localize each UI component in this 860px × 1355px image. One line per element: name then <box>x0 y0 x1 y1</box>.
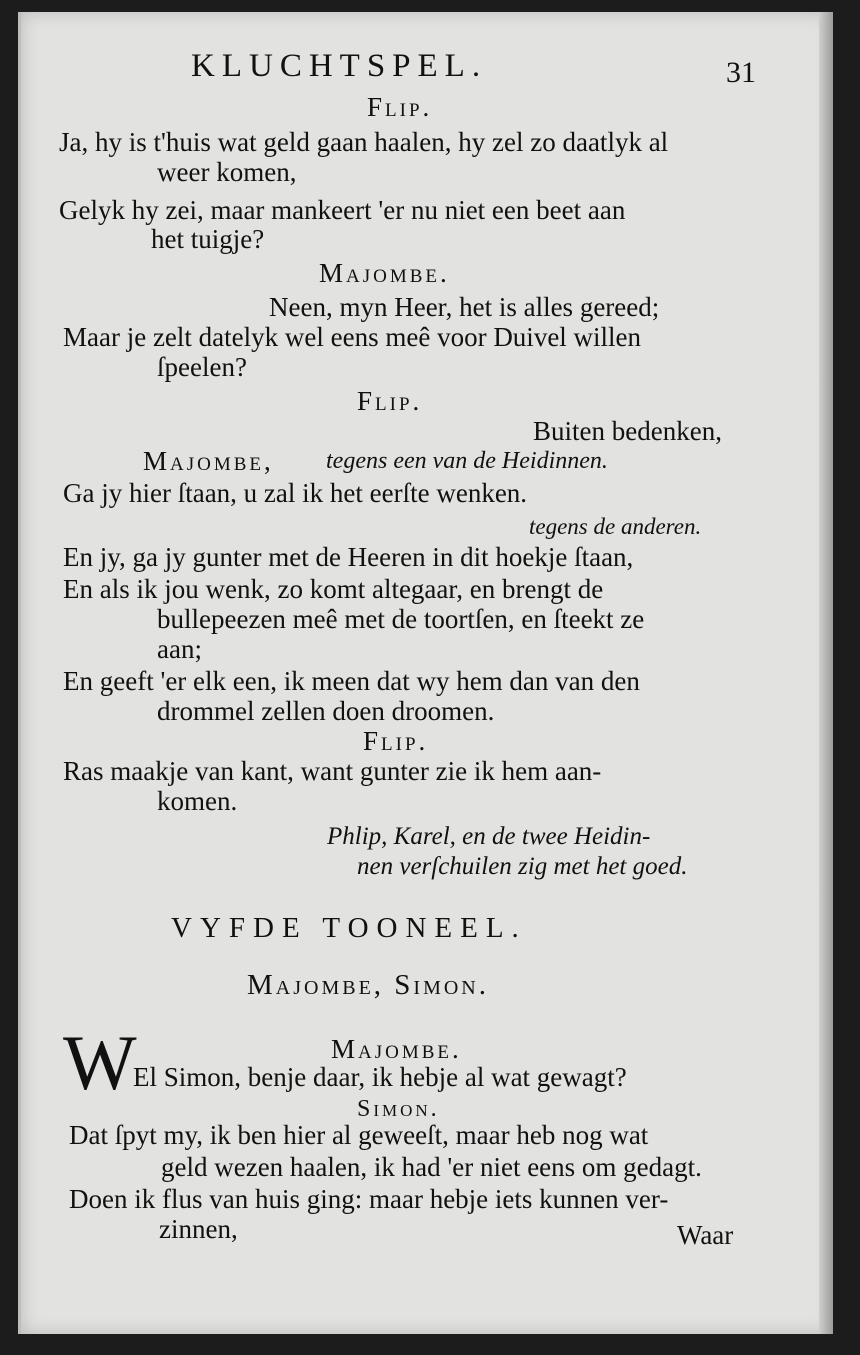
verse-line: het tuigje? <box>151 224 265 254</box>
scene-heading: VYFDE TOONEEL. <box>171 912 527 944</box>
drop-cap: W <box>63 1019 137 1106</box>
verse-line: bullepeezen meê met de toortſen, en ſteekt ze <box>157 604 645 634</box>
verse-line: Doen ik flus van huis ging: maar hebje iets kunnen ver- <box>69 1184 669 1214</box>
verse-line: aan; <box>157 634 202 664</box>
catchword: Waar <box>677 1220 734 1250</box>
speaker-label: Majombe. <box>319 258 450 288</box>
stage-direction: Phlip, Karel, en de twee Heidin- <box>327 823 651 850</box>
speaker-label: Majombe, <box>143 446 274 476</box>
verse-line: Dat ſpyt my, ik ben hier al geweeſt, maar heb nog wat <box>69 1120 649 1150</box>
verse-line: En jy, ga jy gunter met de Heeren in dit hoekje ſtaan, <box>63 542 634 572</box>
verse-line: En als ik jou wenk, zo komt altegaar, en brengt de <box>63 574 604 604</box>
page-number: 31 <box>726 56 756 89</box>
speaker-label: Flip. <box>357 386 423 416</box>
verse-line: drommel zellen doen droomen. <box>157 696 495 726</box>
page-edge <box>819 12 833 1334</box>
stage-direction: tegens een van de Heidinnen. <box>326 448 608 474</box>
verse-line: El Simon, benje daar, ik hebje al wat gewagt? <box>133 1062 627 1092</box>
verse-line: Ras maakje van kant, want gunter zie ik hem aan- <box>63 756 602 786</box>
verse-line: Neen, myn Heer, het is alles gereed; <box>269 292 660 322</box>
speaker-label: Majombe. <box>331 1034 462 1064</box>
verse-line: Ja, hy is t'huis wat geld gaan haalen, hy zel zo daatlyk al <box>59 127 669 157</box>
verse-line: geld wezen haalen, ik had 'er niet eens om gedagt. <box>161 1152 702 1182</box>
verse-line: komen. <box>157 786 238 816</box>
verse-line: Ga jy hier ſtaan, u zal ik het eerſte wenken. <box>63 478 528 508</box>
verse-line: Gelyk hy zei, maar mankeert 'er nu niet een beet aan <box>59 195 626 225</box>
speaker-label: Flip. <box>367 92 433 122</box>
stage-direction: nen verſchuilen zig met het goed. <box>357 853 688 880</box>
book-page <box>18 12 833 1334</box>
speaker-label: Flip. <box>363 726 429 756</box>
verse-line: ſpeelen? <box>157 352 247 382</box>
verse-line: Maar je zelt datelyk wel eens meê voor Duivel willen <box>63 322 642 352</box>
verse-line: Buiten bedenken, <box>533 416 722 446</box>
verse-line: zinnen, <box>159 1214 238 1244</box>
scene-characters: Majombe, Simon. <box>247 969 490 1001</box>
verse-line: En geeft 'er elk een, ik meen dat wy hem dan van den <box>63 666 640 696</box>
running-head: KLUCHTSPEL. <box>191 48 488 84</box>
stage-direction: tegens de anderen. <box>529 514 702 539</box>
speaker-label: Simon. <box>357 1096 440 1122</box>
verse-line: weer komen, <box>157 157 297 187</box>
